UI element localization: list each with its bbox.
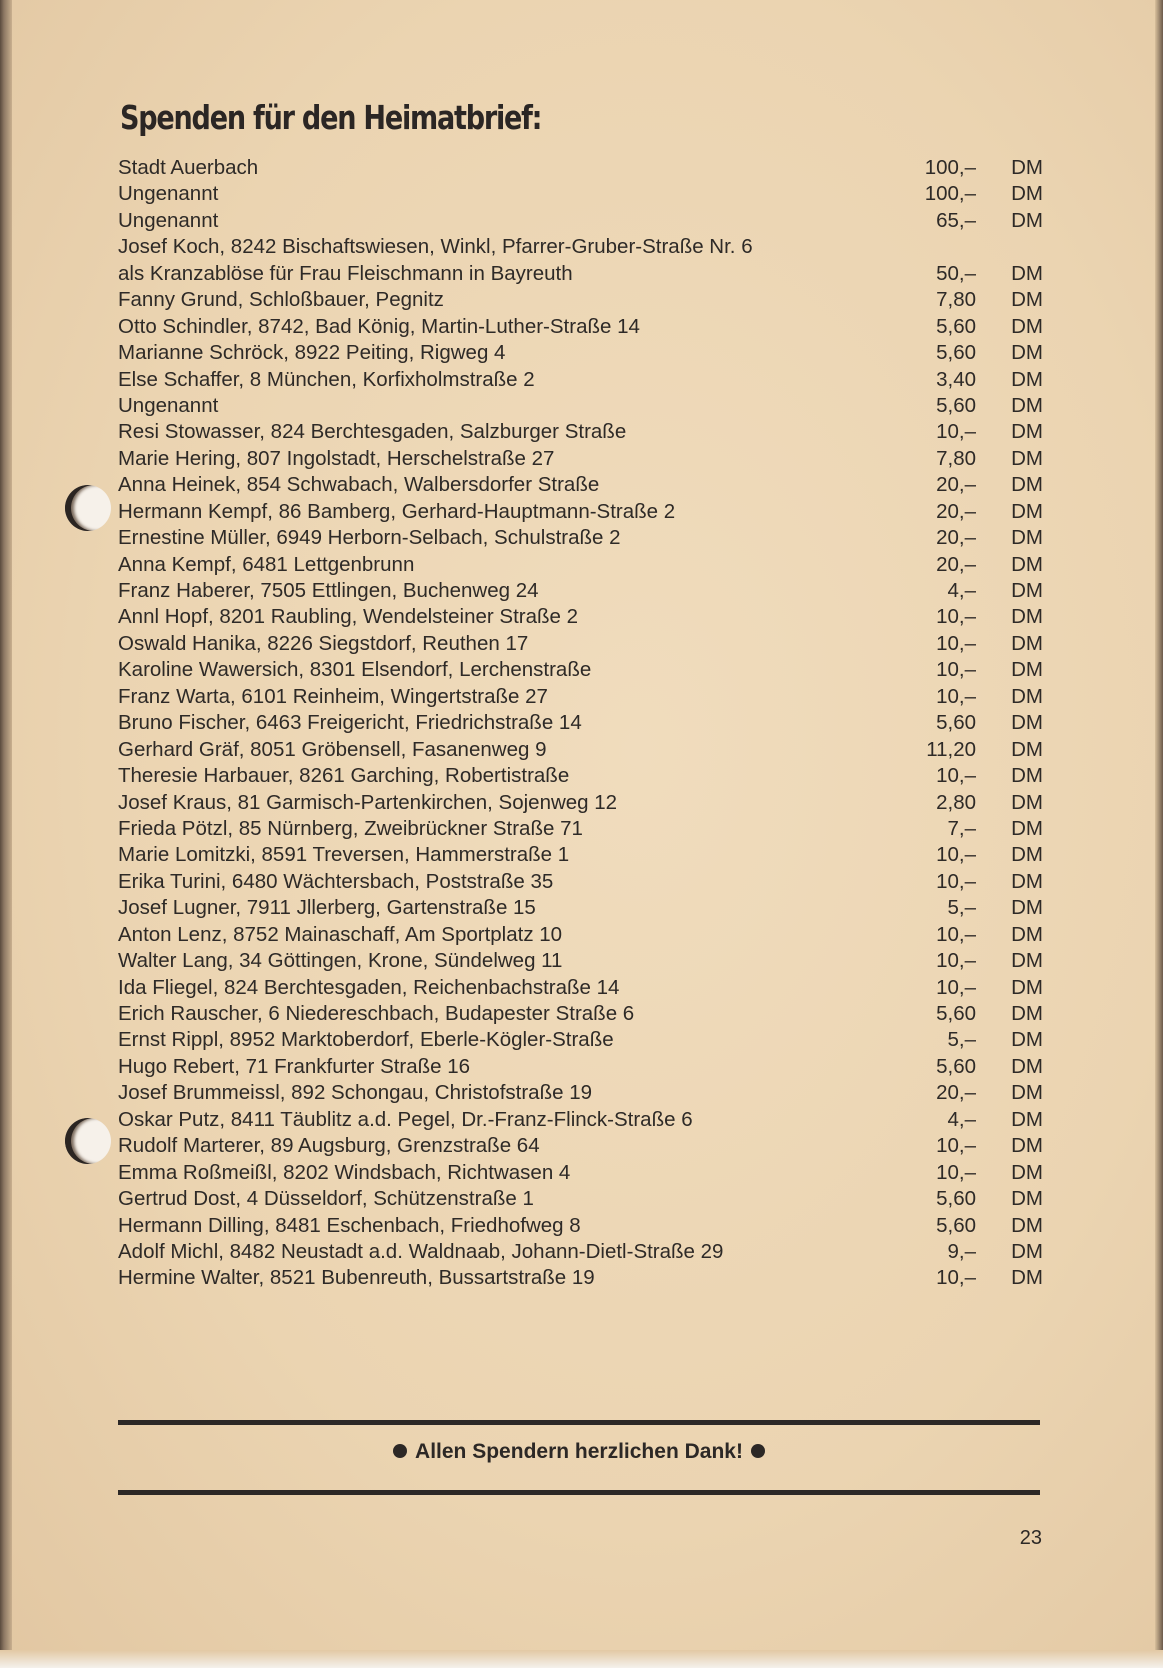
donation-currency: DM <box>1011 631 1043 655</box>
donor-name: Franz Haberer, 7505 Ettlingen, Buchenweg 24 <box>118 579 539 602</box>
donation-amount: 20,– <box>936 552 976 576</box>
donation-row <box>118 790 1043 816</box>
donor-name: Anton Lenz, 8752 Mainaschaff, Am Sportplatz 10 <box>118 922 563 946</box>
donation-row <box>118 763 1043 789</box>
donor-name: Rudolf Marterer, 89 Augsburg, Grenzstraße 64 <box>118 1134 540 1158</box>
donation-row <box>118 155 1043 181</box>
donation-amount: 5,– <box>947 896 976 920</box>
donor-name: Karoline Wawersich, 8301 Elsendorf, Lerchenstraße <box>118 658 592 682</box>
donor-name: Franz Warta, 6101 Reinheim, Wingertstraße 27 <box>118 684 548 708</box>
donation-list <box>118 155 1043 1292</box>
donor-name: Josef Koch, 8242 Bischaftswiesen, Winkl, Pfarrer-Gruber-Straße Nr. 6 <box>118 235 753 259</box>
donation-row <box>118 287 1043 313</box>
donation-currency: DM <box>1011 367 1043 391</box>
donor-name: Annl Hopf, 8201 Raubling, Wendelsteiner Straße 2 <box>118 605 579 629</box>
donation-row <box>118 340 1043 366</box>
donation-amount: 7,80 <box>936 288 976 312</box>
donation-amount: 11,20 <box>926 737 976 761</box>
donation-amount: 10,– <box>936 658 976 682</box>
donation-currency: DM <box>1011 208 1043 232</box>
donation-row <box>118 922 1043 948</box>
donation-amount: 5,60 <box>936 1002 976 1025</box>
donation-currency: DM <box>1011 737 1043 761</box>
donation-amount: 5,– <box>947 1028 976 1052</box>
donation-currency: DM <box>1011 156 1043 179</box>
donation-amount: 10,– <box>936 1134 976 1158</box>
donation-amount: 5,60 <box>936 1054 976 1078</box>
donation-row <box>118 737 1043 763</box>
donation-currency: DM <box>1011 764 1043 788</box>
donation-row <box>118 578 1043 604</box>
donor-name: Marie Lomitzki, 8591 Treversen, Hammerstraße 1 <box>118 843 570 867</box>
donation-amount: 5,60 <box>936 314 976 338</box>
donation-row <box>118 1239 1043 1265</box>
donation-currency: DM <box>1011 816 1043 840</box>
donor-name: Gertrud Dost, 4 Düsseldorf, Schützenstraße 1 <box>118 1187 534 1211</box>
donation-row <box>118 895 1043 921</box>
donation-row <box>118 367 1043 393</box>
donation-currency: DM <box>1011 579 1043 602</box>
donation-currency: DM <box>1011 261 1043 285</box>
donation-row <box>118 446 1043 472</box>
donor-name: Josef Brummeissl, 892 Schongau, Christofstraße 19 <box>118 1081 592 1105</box>
page-number: 23 <box>1019 1527 1042 1549</box>
donation-currency: DM <box>1011 605 1043 629</box>
punch-hole-icon <box>65 485 111 531</box>
donation-amount: 10,– <box>936 1160 976 1184</box>
donor-name: Ernestine Müller, 6949 Herborn-Selbach, Schulstraße 2 <box>118 526 621 550</box>
donation-currency: DM <box>1011 1160 1043 1184</box>
donation-row <box>118 525 1043 551</box>
donation-row <box>118 842 1043 868</box>
donation-amount: 3,40 <box>936 367 976 391</box>
donation-row <box>118 472 1043 498</box>
donation-currency: DM <box>1011 869 1043 893</box>
donation-currency: DM <box>1011 341 1043 365</box>
donation-row <box>118 393 1043 419</box>
donation-amount: 4,– <box>947 579 976 602</box>
donation-currency: DM <box>1011 1028 1043 1052</box>
donor-name: Stadt Auerbach <box>118 156 259 179</box>
donation-amount: 65,– <box>936 208 976 232</box>
donation-currency: DM <box>1011 1002 1043 1025</box>
divider-bottom <box>118 1490 1040 1495</box>
donation-row <box>118 208 1043 234</box>
donation-amount: 20,– <box>936 526 976 550</box>
donation-currency: DM <box>1011 1081 1043 1105</box>
donation-currency: DM <box>1011 1266 1043 1290</box>
donation-currency: DM <box>1011 975 1043 999</box>
donor-name: Gerhard Gräf, 8051 Gröbensell, Fasanenweg 9 <box>118 737 547 761</box>
donor-name: Marianne Schröck, 8922 Peiting, Rigweg 4 <box>118 341 506 365</box>
donation-amount: 9,– <box>947 1239 976 1263</box>
donation-row <box>118 1001 1043 1027</box>
donation-row <box>118 1080 1043 1106</box>
donation-amount: 4,– <box>947 1107 976 1131</box>
donor-name: Hugo Rebert, 71 Frankfurter Straße 16 <box>118 1054 471 1078</box>
donation-amount: 10,– <box>936 631 976 655</box>
donor-name: Anna Kempf, 6481 Lettgenbrunn <box>118 552 415 576</box>
donation-row <box>118 1186 1043 1212</box>
thanks-text: Allen Spendern herzlichen Dank! <box>415 1440 743 1463</box>
donation-currency: DM <box>1011 393 1043 417</box>
donation-amount: 7,– <box>947 816 976 840</box>
donation-amount: 10,– <box>936 922 976 946</box>
donation-currency: DM <box>1011 843 1043 867</box>
donation-row <box>118 816 1043 842</box>
donation-currency: DM <box>1011 658 1043 682</box>
donor-name: Erich Rauscher, 6 Niedereschbach, Budapester Straße 6 <box>118 1002 635 1025</box>
donation-currency: DM <box>1011 552 1043 576</box>
donation-row <box>118 261 1043 287</box>
donor-name: Josef Kraus, 81 Garmisch-Partenkirchen, Sojenweg 12 <box>118 790 618 814</box>
donation-currency: DM <box>1011 1187 1043 1211</box>
donation-row <box>118 1107 1043 1133</box>
donation-currency: DM <box>1011 684 1043 708</box>
thanks-banner <box>118 1440 1040 1464</box>
donation-row <box>118 684 1043 710</box>
donor-name: Emma Roßmeißl, 8202 Windsbach, Richtwasen 4 <box>118 1160 571 1184</box>
donation-amount: 5,60 <box>936 711 976 735</box>
donation-row <box>118 975 1043 1001</box>
donation-amount: 5,60 <box>936 1213 976 1237</box>
donation-amount: 5,60 <box>936 1187 976 1211</box>
donation-currency: DM <box>1011 1239 1043 1263</box>
punch-hole-icon <box>65 1118 111 1164</box>
donation-amount: 10,– <box>936 1266 976 1290</box>
donation-currency: DM <box>1011 1134 1043 1158</box>
donation-row <box>118 1054 1043 1080</box>
donation-currency: DM <box>1011 922 1043 946</box>
donation-row <box>118 710 1043 736</box>
donor-name: Ungenannt <box>118 182 219 206</box>
donation-amount: 10,– <box>936 764 976 788</box>
donation-amount: 10,– <box>936 949 976 973</box>
donation-amount: 100,– <box>924 182 976 206</box>
bullet-icon <box>393 1444 407 1458</box>
donation-row <box>118 419 1043 445</box>
donation-row <box>118 181 1043 207</box>
donation-row <box>118 314 1043 340</box>
donor-name: Theresie Harbauer, 8261 Garching, Robertistraße <box>118 764 570 788</box>
donation-currency: DM <box>1011 711 1043 735</box>
donation-row <box>118 1160 1043 1186</box>
donation-amount: 7,80 <box>936 446 976 470</box>
donation-amount: 50,– <box>936 261 976 285</box>
donation-amount: 10,– <box>936 869 976 893</box>
donation-currency: DM <box>1011 499 1043 523</box>
donation-amount: 10,– <box>936 605 976 629</box>
donor-name: Ernst Rippl, 8952 Marktoberdorf, Eberle-Kögler-Straße <box>118 1028 614 1052</box>
donation-amount: 20,– <box>936 473 976 497</box>
donation-row <box>118 552 1043 578</box>
donation-amount: 10,– <box>936 975 976 999</box>
donor-name: Adolf Michl, 8482 Neustadt a.d. Waldnaab, Johann-Dietl-Straße 29 <box>118 1239 724 1263</box>
donor-name: Hermann Dilling, 8481 Eschenbach, Friedhofweg 8 <box>118 1213 581 1237</box>
donor-name: als Kranzablöse für Frau Fleischmann in Bayreuth <box>118 261 573 285</box>
donation-amount: 5,60 <box>936 393 976 417</box>
donor-name: Hermann Kempf, 86 Bamberg, Gerhard-Hauptmann-Straße 2 <box>118 499 676 523</box>
donor-name: Erika Turini, 6480 Wächtersbach, Poststraße 35 <box>118 869 554 893</box>
donation-currency: DM <box>1011 288 1043 312</box>
donation-row <box>118 234 1043 260</box>
donor-name: Marie Hering, 807 Ingolstadt, Herschelstraße 27 <box>118 446 555 470</box>
donor-name: Oswald Hanika, 8226 Siegstdorf, Reuthen 17 <box>118 631 529 655</box>
donation-row <box>118 657 1043 683</box>
donation-currency: DM <box>1011 1213 1043 1237</box>
donation-currency: DM <box>1011 182 1043 206</box>
donation-amount: 10,– <box>936 843 976 867</box>
donor-name: Otto Schindler, 8742, Bad König, Martin-Luther-Straße 14 <box>118 314 640 338</box>
donor-name: Anna Heinek, 854 Schwabach, Walbersdorfer Straße <box>118 473 600 497</box>
page-bottom-edge <box>0 1650 1163 1668</box>
donation-amount: 20,– <box>936 1081 976 1105</box>
book-spine-shadow <box>0 0 12 1668</box>
donation-amount: 100,– <box>924 156 976 179</box>
donor-name: Frieda Pötzl, 85 Nürnberg, Zweibrückner Straße 71 <box>118 816 583 840</box>
donation-currency: DM <box>1011 949 1043 973</box>
donation-currency: DM <box>1011 526 1043 550</box>
divider-top <box>118 1420 1040 1425</box>
donation-amount: 10,– <box>936 684 976 708</box>
donation-currency: DM <box>1011 473 1043 497</box>
donor-name: Hermine Walter, 8521 Bubenreuth, Bussartstraße 19 <box>118 1266 595 1290</box>
donation-amount: 5,60 <box>936 341 976 365</box>
donor-name: Else Schaffer, 8 München, Korfixholmstraße 2 <box>118 367 535 391</box>
donor-name: Ida Fliegel, 824 Berchtesgaden, Reichenbachstraße 14 <box>118 975 620 999</box>
donation-row <box>118 1027 1043 1053</box>
donor-name: Oskar Putz, 8411 Täublitz a.d. Pegel, Dr.-Franz-Flinck-Straße 6 <box>118 1107 693 1131</box>
donation-row <box>118 1265 1043 1291</box>
donor-name: Ungenannt <box>118 208 219 232</box>
donation-amount: 10,– <box>936 420 976 444</box>
donation-currency: DM <box>1011 1054 1043 1078</box>
donation-row <box>118 869 1043 895</box>
donation-currency: DM <box>1011 420 1043 444</box>
donation-currency: DM <box>1011 896 1043 920</box>
donor-name: Bruno Fischer, 6463 Freigericht, Friedrichstraße 14 <box>118 711 582 735</box>
page-edge-shadow <box>1155 0 1163 1668</box>
donation-row <box>118 948 1043 974</box>
donation-currency: DM <box>1011 790 1043 814</box>
bullet-icon <box>751 1444 765 1458</box>
donation-row <box>118 499 1043 525</box>
page-title: Spenden für den Heimatbrief: <box>120 98 542 137</box>
donation-currency: DM <box>1011 446 1043 470</box>
donation-row <box>118 1133 1043 1159</box>
donor-name: Fanny Grund, Schloßbauer, Pegnitz <box>118 288 444 312</box>
donor-name: Resi Stowasser, 824 Berchtesgaden, Salzburger Straße <box>118 420 627 444</box>
donor-name: Josef Lugner, 7911 Jllerberg, Gartenstraße 15 <box>118 896 536 920</box>
donation-amount: 2,80 <box>936 790 976 814</box>
donation-row <box>118 631 1043 657</box>
donation-row <box>118 604 1043 630</box>
donation-currency: DM <box>1011 314 1043 338</box>
donation-currency: DM <box>1011 1107 1043 1131</box>
donor-name: Walter Lang, 34 Göttingen, Krone, Sündelweg 11 <box>118 949 563 973</box>
donation-row <box>118 1213 1043 1239</box>
donation-amount: 20,– <box>936 499 976 523</box>
donor-name: Ungenannt <box>118 393 219 417</box>
